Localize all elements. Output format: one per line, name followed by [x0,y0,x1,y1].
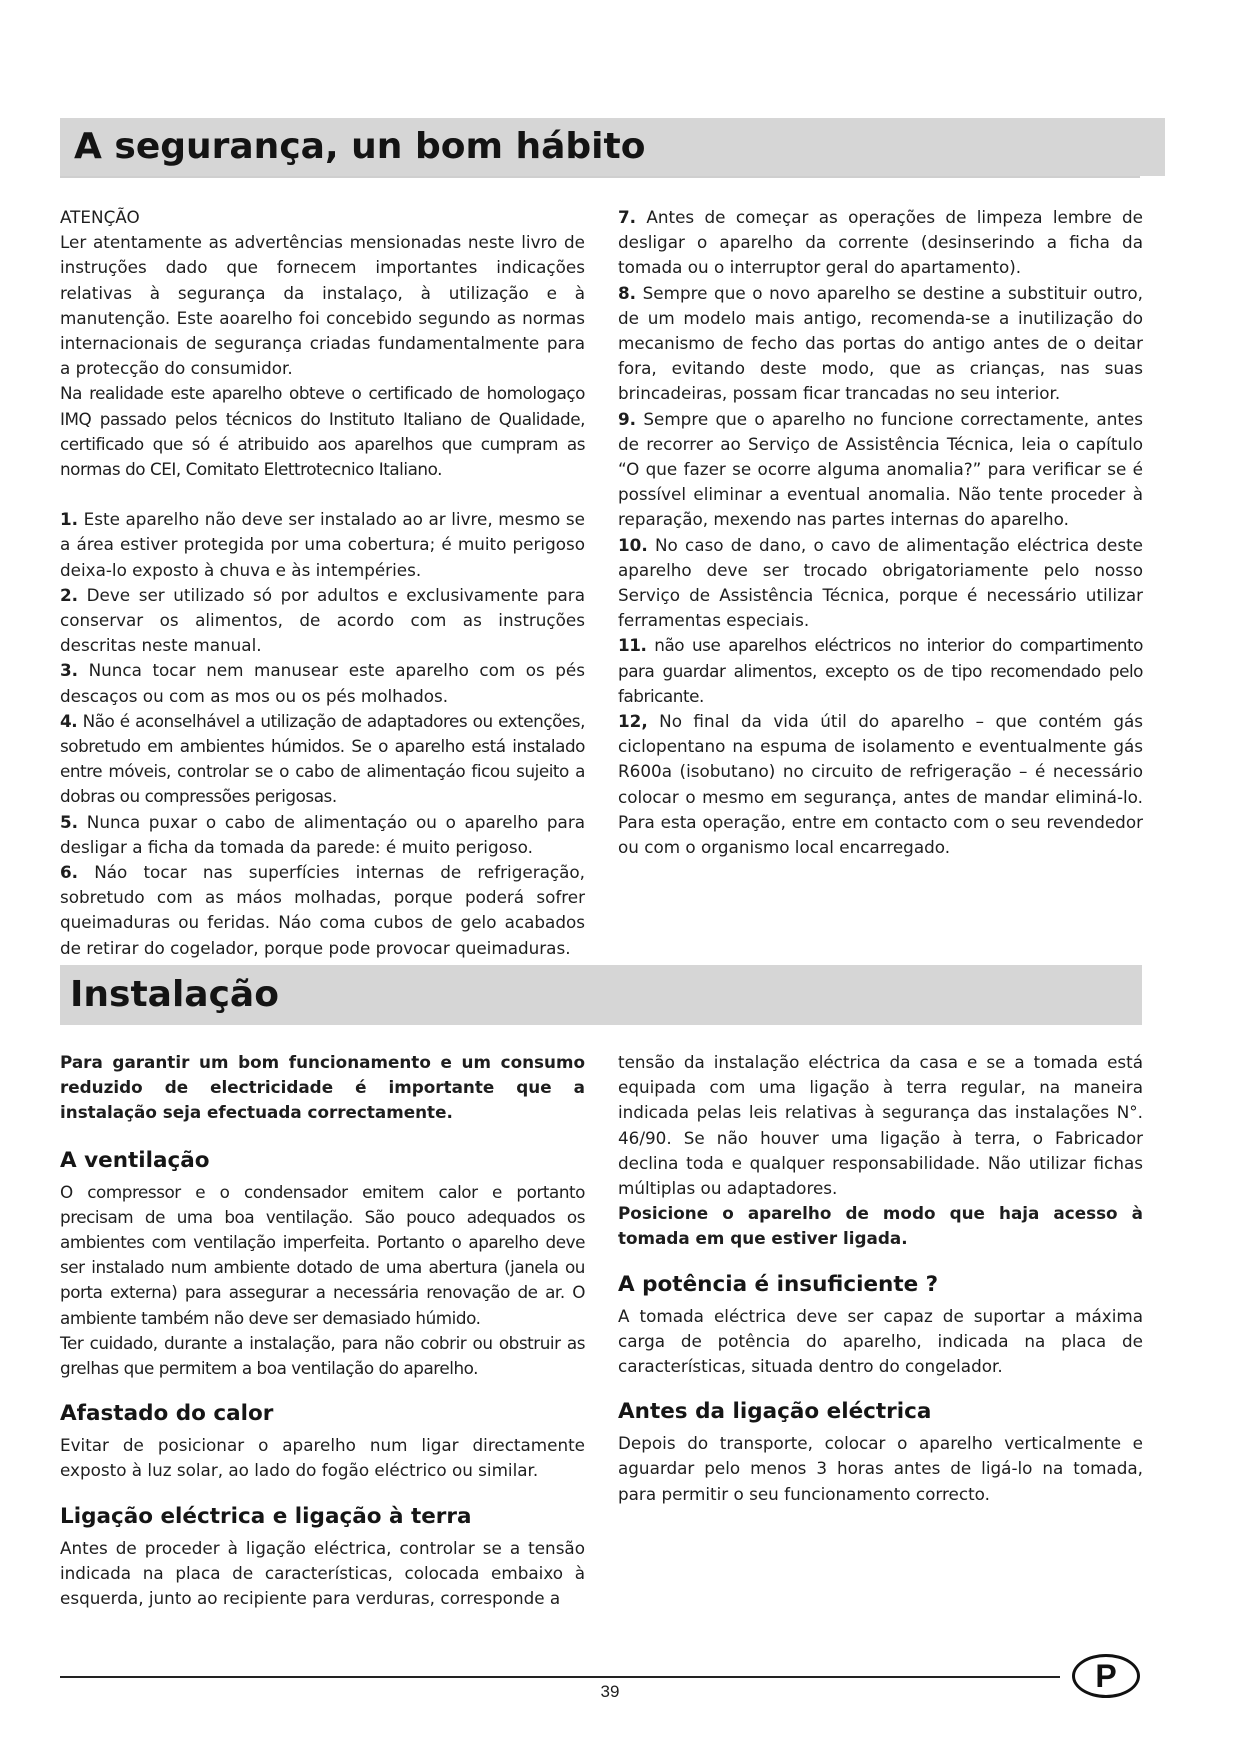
safety-column-left [60,205,585,961]
safety-item-11: 11. não use aparelhos eléctricos no interior do compartimento para guardar alimentos, excepto os de tipo recomendado pelo fabricante. [618,635,1143,706]
safety-item-3: 3. Nunca tocar nem manusear este aparelho com os pés descaços ou com as mos ou os pés molhados. [60,660,585,706]
heading-ligacao: Ligação eléctrica e ligação à terra [60,1503,472,1529]
safety-item-9: 9. Sempre que o aparelho no funcione correctamente, antes de recorrer ao Serviço de Assistência Técnica, leia o capítulo “O que fazer se ocorre alguma anomalia?” para verificar se é possível eliminar a eventual anomalia. Não tente proceder à reparação, mexendo nas partes internas do aparelho. [618,408,1143,530]
safety-item-8: 8. Sempre que o novo aparelho se destine a substituir outro, de um modelo mais antigo, recomenda-se a inutilização do mecanismo de fecho das portas do antigo antes de o deitar fora, evitando deste modo, que as crianças, nas suas brincadeiras, possam ficar trancadas no seu interior. [618,282,1143,404]
safety-intro-2: Na realidade este aparelho obteve o certificado de homologaço IMQ passado pelos técnicos do Instituto Italiano de Qualidade, certificado que só é atribuido aos aparelhos que cumpram as normas do CEI, Comitato Elettrotecnico Italiano. [60,383,585,480]
safety-item-12: 12, No final da vida útil do aparelho – que contém gás ciclopentano na espuma de isolamento e eventualmente gás R600a (isobutano) no circuito de refrigeração – é necessário colocar o mesmo em segurança, antes de mandar eliminá-lo. Para esta operação, entre em contacto com o seu revendedor ou com o organismo local encarregado. [618,711,1143,858]
calor-text: Evitar de posicionar o aparelho num ligar directamente exposto à luz solar, ao lado do fogão eléctrico ou similar. [60,1435,585,1481]
safety-item-6: 6. Náo tocar nas superfícies internas de refrigeração, sobretudo com as máos molhadas, porque poderá sofrer queimaduras ou feridas. Náo coma cubos de gelo acabados de retirar do cogelador, porque pode provocar queimaduras. [60,862,585,958]
language-badge: P [1072,1654,1140,1698]
safety-intro-1: Ler atentamente as advertências mensionadas neste livro de instruções dado que fornecem importantes indicações relativas à segurança da instalaço, à utilização e à manutenção. Este aoarelho foi concebido segundo as normas internacionais de segurança criadas fundamentalmente para a protecção do consumidor. [60,232,585,379]
section-title-safety: A segurança, un bom hábito [74,126,646,167]
safety-column-right [618,205,1143,860]
ventilacao-text-1: O compressor e o condensador emitem calor e portanto precisam de uma boa ventilação. São pouco adequados os ambientes com ventilação imperfeita. Portanto o aparelho deve ser instalado num ambiente dotado de uma abertura (janela ou porta externa) para assegurar a necessária renovação de ar. O ambiente também não deve ser demasiado húmido. [60,1181,585,1328]
ligacao-text-part2: tensão da instalação eléctrica da casa e se a tomada está equipada com uma ligação à terra regular, na maneira indicada pelas leis relativas à segurança das instalações N°. 46/90. Se não houver uma ligação à terra, o Fabricador declina toda e qualquer responsabilidade. Não utilizar fichas múltiplas ou adaptadores. [618,1052,1143,1199]
safety-item-5: 5. Nunca puxar o cabo de alimentaçáo ou o aparelho para desligar a ficha da tomada da parede: é muito perigoso. [60,811,585,857]
antes-text: Depois do transporte, colocar o aparelho verticalmente e aguardar pelo menos 3 horas antes de ligá-lo na tomada, para permitir o seu funcionamento correcto. [618,1433,1143,1504]
page-number: 39 [600,1682,620,1701]
installation-column-right [618,1050,1143,1507]
footer-rule [60,1676,1060,1678]
heading-antes: Antes da ligação eléctrica [618,1399,932,1425]
heading-ventilacao: A ventilação [60,1147,210,1173]
attention-label: ATENÇÃO [60,207,140,227]
safety-item-1: 1. Este aparelho não deve ser instalado ao ar livre, mesmo se a área estiver protegida por uma cobertura; é muito perigoso deixa-lo exposto à chuva e às intempéries. [60,509,585,580]
safety-item-7: 7. Antes de começar as operações de limpeza lembre de desligar o aparelho da corrente (desinserindo a ficha da tomada ou o interruptor geral do apartamento). [618,207,1143,278]
ligacao-bold-note: Posicione o aparelho de modo que haja acesso à tomada em que estiver ligada. [618,1203,1143,1249]
potencia-text: A tomada eléctrica deve ser capaz de suportar a máxima carga de potência do aparelho, indicada na placa de características, situada dentro do congelador. [618,1305,1143,1377]
ligacao-text-part1: Antes de proceder à ligação eléctrica, controlar se a tensão indicada na placa de características, colocada embaixo à esquerda, junto ao recipiente para verduras, corresponde a [60,1537,585,1609]
heading-calor: Afastado do calor [60,1401,274,1427]
ventilacao-text-2: Ter cuidado, durante a instalação, para não cobrir ou obstruir as grelhas que permitem a boa ventilação do aparelho. [60,1332,585,1379]
banner-underline [60,176,1140,178]
installation-column-left [60,1050,585,1611]
safety-item-4: 4. Não é aconselhável a utilização de adaptadores ou extenções, sobretudo em ambientes húmidos. Se o aparelho está instalado entre móveis, controlar se o cabo de alimentaçáo ficou sujeito a dobras ou compressões perigosas. [60,710,585,807]
section-banner-installation [60,965,1142,1025]
safety-item-10: 10. No caso de dano, o cavo de alimentação eléctrica deste aparelho deve ser trocado obrigatoriamente pelo nosso Serviço de Assistência Técnica, porque é necessário utilizar ferramentas especiais. [618,534,1143,631]
installation-lead: Para garantir um bom funcionamento e um consumo reduzido de electricidade é importante que a instalação seja efectuada correctamente. [60,1052,585,1123]
heading-potencia: A potência é insuficiente ? [618,1271,939,1297]
section-title-installation: Instalação [70,974,279,1015]
safety-item-2: 2. Deve ser utilizado só por adultos e exclusivamente para conservar os alimentos, de acordo com as instruções descritas neste manual. [60,584,585,656]
section-banner-safety [60,118,1165,176]
